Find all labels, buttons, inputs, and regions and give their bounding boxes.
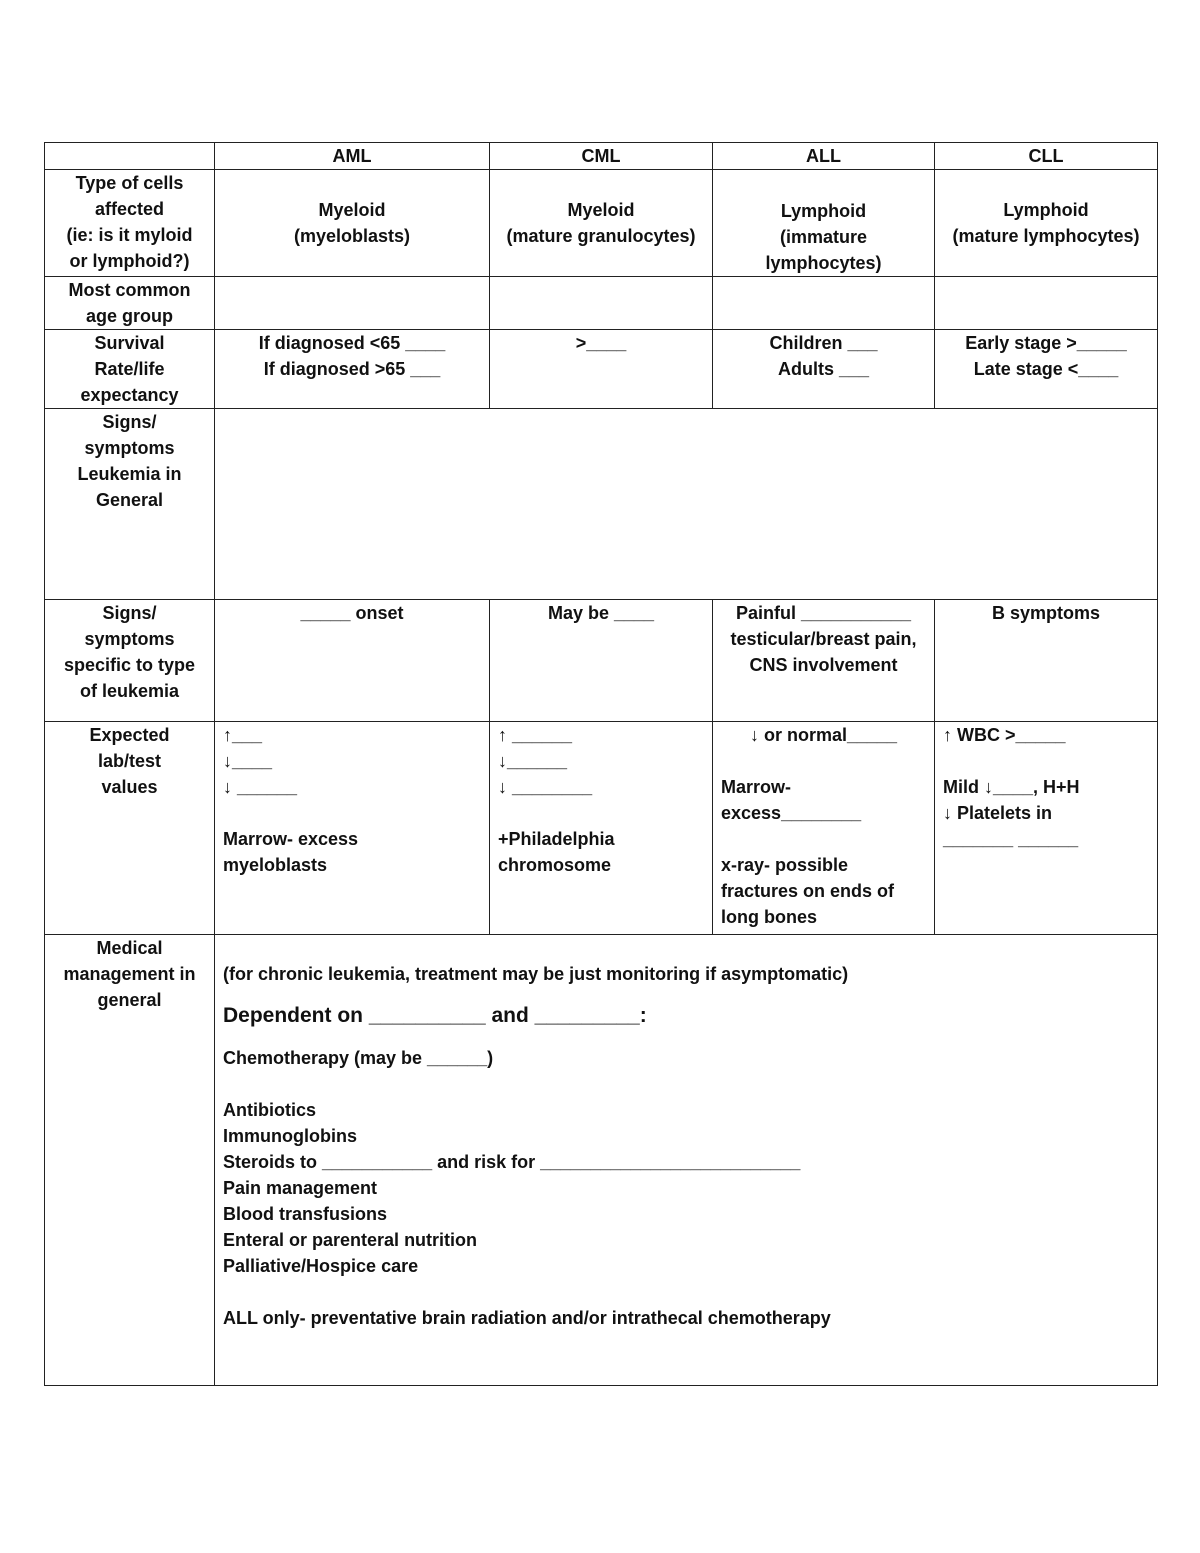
cll-lab-values — [935, 722, 1158, 935]
label-line: age group — [85, 306, 173, 326]
cell-line: ↓ Platelets in — [943, 803, 1053, 823]
label-line: (ie: is it myloid — [66, 225, 193, 245]
all-survival — [713, 330, 935, 409]
blank-line — [721, 748, 926, 774]
cell-line: Lymphoid — [1003, 200, 1089, 220]
cell-line: ↓ ________ — [498, 777, 593, 797]
cell-line: Marrow- excess — [223, 829, 359, 849]
blank-line — [721, 826, 926, 852]
cell-line: CNS involvement — [749, 655, 898, 675]
cml-specific-signs — [490, 600, 713, 722]
blank-line — [498, 800, 704, 826]
cell-line: Children ___ — [769, 333, 878, 353]
cell-line: May be ____ — [547, 603, 655, 623]
cell-line: myeloblasts — [223, 855, 328, 875]
management-all-only: ALL only- preventative brain radiation and/or intrathecal chemotherapy — [223, 1308, 831, 1328]
cell-line: Lymphoid — [780, 201, 867, 221]
label-general-signs — [45, 409, 215, 600]
cell-line: chromosome — [498, 855, 612, 875]
cell-line: ↑___ — [223, 725, 263, 745]
cml-cell-type — [490, 170, 713, 277]
row-survival — [45, 330, 1158, 409]
header-all: ALL — [713, 143, 935, 170]
cell-line: Painful ___________ — [735, 603, 912, 623]
cml-lab-values — [490, 722, 713, 935]
cell-line: x-ray- possible — [721, 855, 849, 875]
label-line: expectancy — [80, 385, 179, 405]
label-line: or lymphoid?) — [69, 251, 190, 271]
management-item: Palliative/Hospice care — [223, 1256, 419, 1276]
cell-line: Myeloid — [567, 200, 635, 220]
label-line: management in — [63, 964, 196, 984]
aml-cell-type — [215, 170, 490, 277]
cll-age-group — [935, 277, 1158, 330]
cell-line: ↓____ — [223, 751, 273, 771]
all-age-group — [713, 277, 935, 330]
cell-line: (myeloblasts) — [293, 226, 411, 246]
header-row — [45, 143, 1158, 170]
label-line: symptoms — [84, 438, 175, 458]
management-item: Immunoglobins — [223, 1126, 357, 1146]
cll-cell-type — [935, 170, 1158, 277]
cell-line: excess________ — [721, 803, 862, 823]
cell-line: _______ ______ — [943, 829, 1079, 849]
row-age-group — [45, 277, 1158, 330]
blank-line — [223, 800, 481, 826]
label-cell-type — [45, 170, 215, 277]
label-specific-signs — [45, 600, 215, 722]
cell-line: fractures on ends of — [721, 881, 895, 901]
cell-line: Myeloid — [318, 200, 386, 220]
cml-age-group — [490, 277, 713, 330]
cell-line: If diagnosed <65 ____ — [258, 333, 446, 353]
management-dependent: Dependent on __________ and _________: — [223, 1004, 647, 1027]
label-line: General — [95, 490, 164, 510]
label-line: specific to type — [63, 655, 196, 675]
label-line: Most common — [68, 280, 191, 300]
cell-line: lymphocytes) — [765, 253, 882, 273]
header-blank — [45, 143, 215, 170]
cell-line: (mature lymphocytes) — [952, 226, 1140, 246]
cell-line: Marrow- — [721, 777, 792, 797]
cll-survival — [935, 330, 1158, 409]
all-cell-type — [713, 170, 935, 277]
label-survival — [45, 330, 215, 409]
label-line: values — [101, 777, 158, 797]
cell-line: Early stage >_____ — [965, 333, 1127, 353]
aml-survival — [215, 330, 490, 409]
header-cml: CML — [490, 143, 713, 170]
management-chemo: Chemotherapy (may be ______) — [223, 1048, 494, 1068]
cell-line: +Philadelphia — [498, 829, 615, 849]
general-signs-content — [215, 409, 1158, 600]
label-line: Type of cells — [75, 173, 184, 193]
management-item: Steroids to ___________ and risk for __________________________ — [223, 1152, 801, 1172]
header-aml: AML — [215, 143, 490, 170]
management-item: Antibiotics — [223, 1100, 316, 1120]
cell-line: ↑ WBC >_____ — [943, 725, 1066, 745]
management-item: Enteral or parenteral nutrition — [223, 1230, 478, 1250]
blank-line — [943, 748, 1149, 774]
all-specific-signs — [713, 600, 935, 722]
all-lab-values — [713, 722, 935, 935]
cell-line: ↑ ______ — [498, 725, 573, 745]
cell-line: ↓______ — [498, 751, 568, 771]
label-management — [45, 935, 215, 1386]
label-line: Rate/life — [94, 359, 165, 379]
label-lab-values — [45, 722, 215, 935]
leukemia-comparison-table — [44, 142, 1158, 1386]
label-line: Signs/ — [102, 412, 157, 432]
label-line: Medical — [96, 938, 163, 958]
header-cll: CLL — [935, 143, 1158, 170]
label-line: of leukemia — [79, 681, 180, 701]
blank-line — [223, 1071, 1149, 1097]
row-general-signs — [45, 409, 1158, 600]
cell-line: testicular/breast pain, — [730, 629, 917, 649]
management-item: Blood transfusions — [223, 1204, 388, 1224]
aml-age-group — [215, 277, 490, 330]
cell-line: (mature granulocytes) — [506, 226, 696, 246]
label-line: Signs/ — [102, 603, 157, 623]
row-management — [45, 935, 1158, 1386]
label-line: general — [97, 990, 162, 1010]
cell-line: B symptoms — [991, 603, 1101, 623]
management-note: (for chronic leukemia, treatment may be just monitoring if asymptomatic) — [223, 964, 849, 984]
aml-specific-signs — [215, 600, 490, 722]
label-line: affected — [94, 199, 165, 219]
label-line: Leukemia in — [77, 464, 182, 484]
row-cell-type — [45, 170, 1158, 277]
cell-line: _____ onset — [300, 603, 404, 623]
cell-line: >____ — [575, 333, 627, 353]
blank-line — [223, 1279, 1149, 1305]
row-lab-values — [45, 722, 1158, 935]
aml-lab-values — [215, 722, 490, 935]
cell-line: Late stage <____ — [973, 359, 1119, 379]
cell-line: (immature — [779, 227, 868, 247]
management-item: Pain management — [223, 1178, 378, 1198]
label-line: Expected — [89, 725, 170, 745]
label-line: symptoms — [84, 629, 175, 649]
cell-line: ↓ ______ — [223, 777, 298, 797]
label-age-group — [45, 277, 215, 330]
cell-line: Adults ___ — [777, 359, 870, 379]
cell-line: If diagnosed >65 ___ — [263, 359, 441, 379]
management-content — [215, 935, 1158, 1386]
cll-specific-signs — [935, 600, 1158, 722]
row-specific-signs — [45, 600, 1158, 722]
cell-line: ↓ or normal_____ — [749, 725, 898, 745]
label-line: Survival — [94, 333, 165, 353]
cml-survival — [490, 330, 713, 409]
cell-line: long bones — [721, 907, 817, 927]
cell-line: Mild ↓____, H+H — [943, 777, 1080, 797]
label-line: lab/test — [97, 751, 162, 771]
